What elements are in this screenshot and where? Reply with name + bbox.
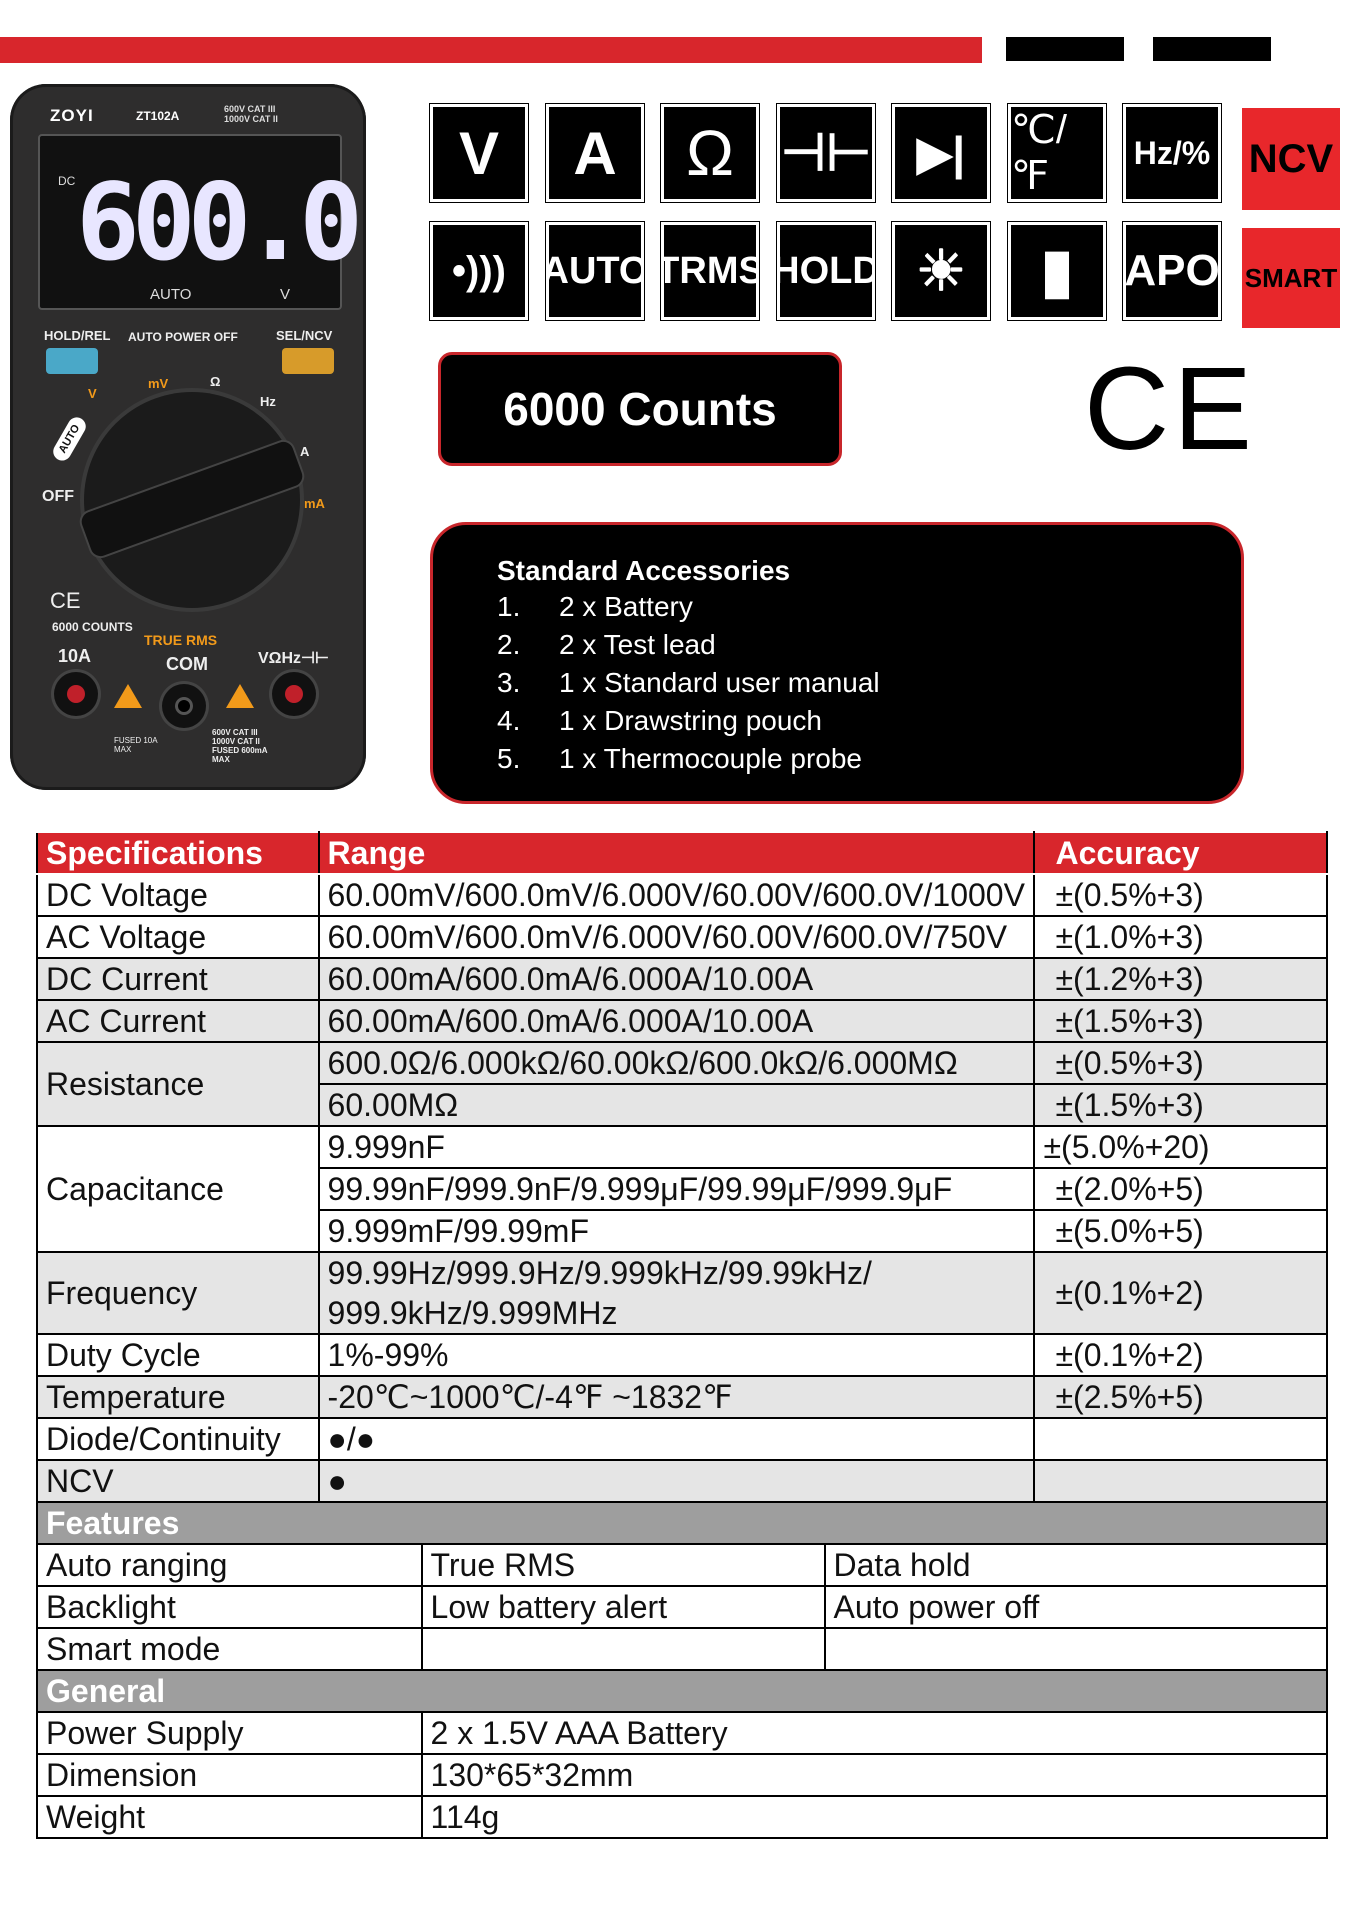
spec-accuracy: ±(0.5%+3)	[1034, 1042, 1327, 1084]
spec-name: AC Voltage	[37, 916, 319, 958]
feature-cell: Auto ranging	[37, 1544, 422, 1586]
accessory-number: 1.	[497, 591, 521, 622]
dial-label-v: V	[88, 386, 97, 401]
sel-ncv-button	[282, 348, 334, 374]
table-row	[37, 1712, 1327, 1754]
feature-cell: True RMS	[422, 1544, 825, 1586]
auto-power-off-label: AUTO POWER OFF	[128, 330, 238, 344]
auto-icon: AUTO	[546, 222, 644, 320]
apo-icon: APO	[1123, 222, 1221, 320]
top-black-bar-1	[1006, 37, 1124, 61]
dial-label-ohm: Ω	[210, 374, 221, 389]
meter-ce-mark: CE	[50, 588, 81, 613]
spec-accuracy: ±(5.0%+20)	[1034, 1126, 1327, 1168]
general-section-row	[37, 1670, 1327, 1712]
counts-badge: 6000 Counts	[438, 352, 842, 466]
dial-label-mv: mV	[148, 376, 169, 391]
trms-icon: TRMS	[661, 222, 759, 320]
accessory-item	[497, 705, 822, 737]
spec-accuracy: ±(0.1%+2)	[1034, 1252, 1327, 1334]
spec-name: Duty Cycle	[37, 1334, 319, 1376]
temperature-icon: ℃/℉	[1008, 104, 1106, 202]
ncv-icon: NCV	[1242, 108, 1340, 210]
spec-range: 9.999nF	[319, 1126, 1035, 1168]
table-row	[37, 1252, 1327, 1334]
jack-10a-label: 10A	[58, 646, 92, 666]
spec-accuracy	[1034, 1460, 1327, 1502]
jack-v	[272, 672, 316, 716]
table-row	[37, 1628, 1327, 1670]
feature-cell: Smart mode	[37, 1628, 422, 1670]
spec-range: ●/●	[319, 1418, 1035, 1460]
rotary-dial	[84, 392, 300, 608]
accessory-text: 1 x Standard user manual	[559, 667, 880, 698]
smart-icon: SMART	[1242, 228, 1340, 328]
general-title: General	[37, 1670, 1327, 1712]
spec-range: 60.00MΩ	[319, 1084, 1035, 1126]
true-rms-label: TRUE RMS	[144, 632, 218, 648]
meter-counts-label: 6000 COUNTS	[52, 620, 133, 634]
header-range: Range	[319, 832, 1035, 874]
table-row	[37, 1376, 1327, 1418]
lcd-mode: DC	[58, 174, 76, 188]
jack-com	[162, 684, 206, 728]
spec-accuracy	[1034, 1418, 1327, 1460]
spec-accuracy: ±(1.5%+3)	[1034, 1084, 1327, 1126]
jack-com-label: COM	[166, 654, 208, 674]
spec-range: 9.999mF/99.99mF	[319, 1210, 1035, 1252]
general-value: 114g	[422, 1796, 1327, 1838]
table-row	[37, 1126, 1327, 1168]
spec-name: Resistance	[37, 1042, 319, 1126]
meter-cat-line-1: 600V CAT III	[224, 104, 276, 114]
table-row	[37, 1334, 1327, 1376]
multimeter-photo	[10, 84, 366, 790]
general-value: 2 x 1.5V AAA Battery	[422, 1712, 1327, 1754]
dial-auto-badge: AUTO	[50, 414, 89, 464]
spec-range: 60.00mV/600.0mV/6.000V/60.00V/600.0V/750V	[319, 916, 1035, 958]
accessory-number: 2.	[497, 629, 521, 660]
ce-logo: CE	[1084, 343, 1256, 475]
accessory-item	[497, 667, 880, 699]
accessories-box	[430, 522, 1244, 804]
lcd-reading: 600.0	[76, 161, 356, 284]
feature-cell: Auto power off	[825, 1586, 1328, 1628]
general-label: Weight	[37, 1796, 422, 1838]
table-row	[37, 1042, 1327, 1084]
spec-table	[36, 831, 1328, 1839]
accessory-number: 5.	[497, 743, 521, 774]
fused-left-label: FUSED 10A MAX	[114, 736, 158, 754]
feature-cell: Low battery alert	[422, 1586, 825, 1628]
spec-accuracy: ±(2.5%+5)	[1034, 1376, 1327, 1418]
accessory-text: 1 x Thermocouple probe	[559, 743, 862, 774]
spec-name: Diode/Continuity	[37, 1418, 319, 1460]
dial-label-a: A	[300, 444, 310, 459]
spec-range: 60.00mV/600.0mV/6.000V/60.00V/600.0V/1000V	[319, 874, 1035, 916]
feature-cell	[825, 1628, 1328, 1670]
accessory-text: 1 x Drawstring pouch	[559, 705, 823, 736]
accessory-number: 3.	[497, 667, 521, 698]
dc-voltage-icon: V	[430, 104, 528, 202]
spec-range: -20℃~1000℃/-4℉ ~1832℉	[319, 1376, 1035, 1418]
spec-name: Temperature	[37, 1376, 319, 1418]
meter-lcd	[38, 134, 356, 310]
table-row	[37, 1418, 1327, 1460]
header-accuracy: Accuracy	[1034, 832, 1327, 874]
spec-accuracy: ±(2.0%+5)	[1034, 1168, 1327, 1210]
hz-duty-icon: Hz/%	[1123, 104, 1221, 202]
spec-range: 600.0Ω/6.000kΩ/60.00kΩ/600.0kΩ/6.000MΩ	[319, 1042, 1035, 1084]
general-label: Dimension	[37, 1754, 422, 1796]
table-row	[37, 1460, 1327, 1502]
spec-accuracy: ±(5.0%+5)	[1034, 1210, 1327, 1252]
spec-accuracy: ±(1.2%+3)	[1034, 958, 1327, 1000]
lcd-unit: V	[280, 286, 291, 303]
jack-v-label: VΩHz⊣⊢	[258, 650, 329, 667]
jack-10a	[54, 672, 98, 716]
spec-name: DC Voltage	[37, 874, 319, 916]
warning-icon	[226, 684, 254, 708]
spec-accuracy: ±(0.5%+3)	[1034, 874, 1327, 916]
meter-cat-line-2: 1000V CAT II	[224, 114, 278, 124]
dial-knob	[79, 439, 305, 559]
spec-name: AC Current	[37, 1000, 319, 1042]
accessory-item	[497, 591, 693, 623]
spec-header-row	[37, 832, 1327, 874]
current-icon: A	[546, 104, 644, 202]
features-title: Features	[37, 1502, 1327, 1544]
hold-rel-label: HOLD/REL	[44, 328, 111, 343]
table-row	[37, 1796, 1327, 1838]
general-value: 130*65*32mm	[422, 1754, 1327, 1796]
accessory-number: 4.	[497, 705, 521, 736]
meter-brand: ZOYI	[50, 106, 94, 125]
table-row	[37, 1000, 1327, 1042]
table-row	[37, 916, 1327, 958]
backlight-icon: ☀	[892, 222, 990, 320]
general-label: Power Supply	[37, 1712, 422, 1754]
top-accent-bar	[0, 37, 982, 63]
accessory-item	[497, 743, 862, 775]
spec-name: NCV	[37, 1460, 319, 1502]
ohm-icon: Ω	[661, 104, 759, 202]
feature-cell: Backlight	[37, 1586, 422, 1628]
fused-right-label: 600V CAT III 1000V CAT II FUSED 600mA MAX	[212, 728, 268, 764]
diode-icon: ▶|	[892, 104, 990, 202]
table-row	[37, 1544, 1327, 1586]
spec-range: 99.99nF/999.9nF/9.999μF/99.99μF/999.9μF	[319, 1168, 1035, 1210]
battery-icon: ▮	[1008, 222, 1106, 320]
spec-name: Frequency	[37, 1252, 319, 1334]
accessory-text: 2 x Test lead	[559, 629, 716, 660]
continuity-icon: •)))	[430, 222, 528, 320]
table-row	[37, 1586, 1327, 1628]
feature-cell: Data hold	[825, 1544, 1328, 1586]
meter-model: ZT102A	[136, 109, 180, 123]
hold-icon: HOLD	[777, 222, 875, 320]
header-specifications: Specifications	[37, 832, 319, 874]
table-row	[37, 874, 1327, 916]
spec-range: 99.99Hz/999.9Hz/9.999kHz/99.99kHz/ 999.9kHz/9.999MHz	[319, 1252, 1035, 1334]
table-row	[37, 958, 1327, 1000]
spec-accuracy: ±(1.0%+3)	[1034, 916, 1327, 958]
meter-cat-rating	[224, 104, 278, 124]
capacitor-icon: ⊣⊢	[777, 104, 875, 202]
dial-label-ma: mA	[304, 496, 325, 511]
spec-range: 1%-99%	[319, 1334, 1035, 1376]
feature-cell	[422, 1628, 825, 1670]
table-row	[37, 1754, 1327, 1796]
warning-icon	[114, 684, 142, 708]
spec-range: 60.00mA/600.0mA/6.000A/10.00A	[319, 958, 1035, 1000]
top-black-bar-2	[1153, 37, 1271, 61]
lcd-auto: AUTO	[150, 286, 192, 303]
spec-accuracy: ±(0.1%+2)	[1034, 1334, 1327, 1376]
sel-ncv-label: SEL/NCV	[276, 328, 333, 343]
accessory-item	[497, 629, 716, 661]
dial-label-off: OFF	[42, 488, 74, 505]
spec-name: DC Current	[37, 958, 319, 1000]
dial-label-hz: Hz	[260, 394, 276, 409]
spec-range: 60.00mA/600.0mA/6.000A/10.00A	[319, 1000, 1035, 1042]
accessories-title: Standard Accessories	[497, 555, 791, 586]
spec-range: ●	[319, 1460, 1035, 1502]
hold-rel-button	[46, 348, 98, 374]
features-section-row	[37, 1502, 1327, 1544]
spec-accuracy: ±(1.5%+3)	[1034, 1000, 1327, 1042]
spec-name: Capacitance	[37, 1126, 319, 1252]
accessory-text: 2 x Battery	[559, 591, 693, 622]
